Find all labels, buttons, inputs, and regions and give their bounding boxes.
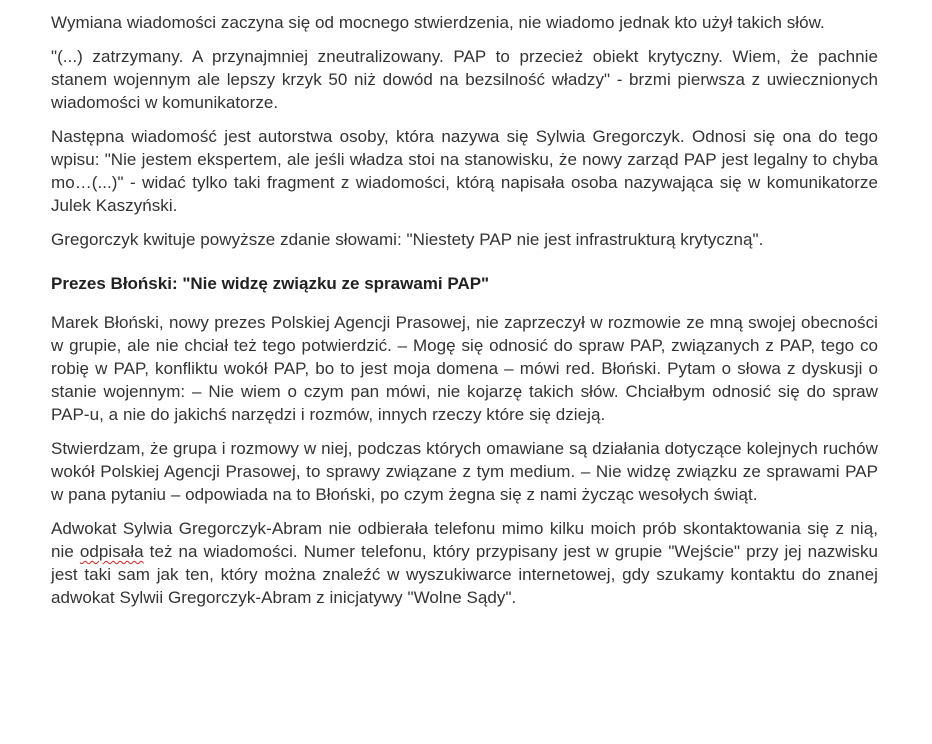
paragraph-5: Marek Błoński, nowy prezes Polskiej Agencji Prasowej, nie zaprzeczył w rozmowie ze mną swojej obecności w grupie, ale nie chciał też tego potwierdzić. – Mogę się odnosić do spraw PAP, związanych z PAP, tego co robię w PAP, konfliktu wokół PAP, bo to jest moja domena – mówi red. Błoński. Pytam o słowa z dyskusji o stanie wojennym: – Nie wiem o czym pan mówi, nie kojarzę takich słów. Chciałbym odnosić się do spraw PAP-u, a nie do jakichś narzędzi i rozmów, innych rzeczy które się dzieją. <box>51 313 878 424</box>
paragraph-3: Następna wiadomość jest autorstwa osoby, która nazywa się Sylwia Gregorczyk. Odnosi się ona do tego wpisu: "Nie jestem ekspertem, ale jeśli władza stoi na stanowisku, że nowy zarząd PAP jest legalny to chyba mo…(...)" - widać tylko taki fragment z wiadomości, którą napisała osoba nazywająca się w komunikatorze Julek Kaszyński. <box>51 127 878 215</box>
spellcheck-flagged-word[interactable]: odpisała <box>79 542 144 561</box>
paragraph-7-end: też na wiadomości. Numer telefonu, który przypisany jest w grupie "Wejście" przy jej nazwisku jest taki sam jak ten, który można znaleźć w wyszukiwarce internetowej, gdy szukamy kontaktu do znanej adwokat Sylwii Gregorczyk-Abram z inicjatywy "Wolne Sądy". <box>51 542 878 607</box>
article-body <box>51 11 878 620</box>
paragraph-7-start: Adwokat Sylwia Gregorczyk-Abram nie odbierała telefonu mimo kilku moich prób skontaktowania się z nią, nie <box>51 519 878 561</box>
paragraph-7 <box>51 517 878 609</box>
paragraph-6: Stwierdzam, że grupa i rozmowy w niej, podczas których omawiane są działania dotyczące kolejnych ruchów wokół Polskiej Agencji Prasowej, to sprawy związane z tym medium. – Nie widzę związku ze sprawami PAP w pana pytaniu – odpowiada na to Błoński, po czym żegna się z nami życząc wesołych świąt. <box>51 439 878 504</box>
paragraph-1: Wymiana wiadomości zaczyna się od mocnego stwierdzenia, nie wiadomo jednak kto użył takich słów. <box>51 13 825 32</box>
paragraph-4: Gregorczyk kwituje powyższe zdanie słowami: "Niestety PAP nie jest infrastrukturą krytyczną". <box>51 230 764 249</box>
paragraph-2: "(...) zatrzymany. A przynajmniej zneutralizowany. PAP to przecież obiekt krytyczny. Wiem, że pachnie stanem wojennym ale lepszy krzyk 50 niż dowód na bezsilność władzy" - brzmi pierwsza z uwiecznionych wiadomości w komunikatorze. <box>51 47 878 112</box>
section-heading: Prezes Błoński: "Nie widzę związku ze sprawami PAP" <box>51 274 490 293</box>
